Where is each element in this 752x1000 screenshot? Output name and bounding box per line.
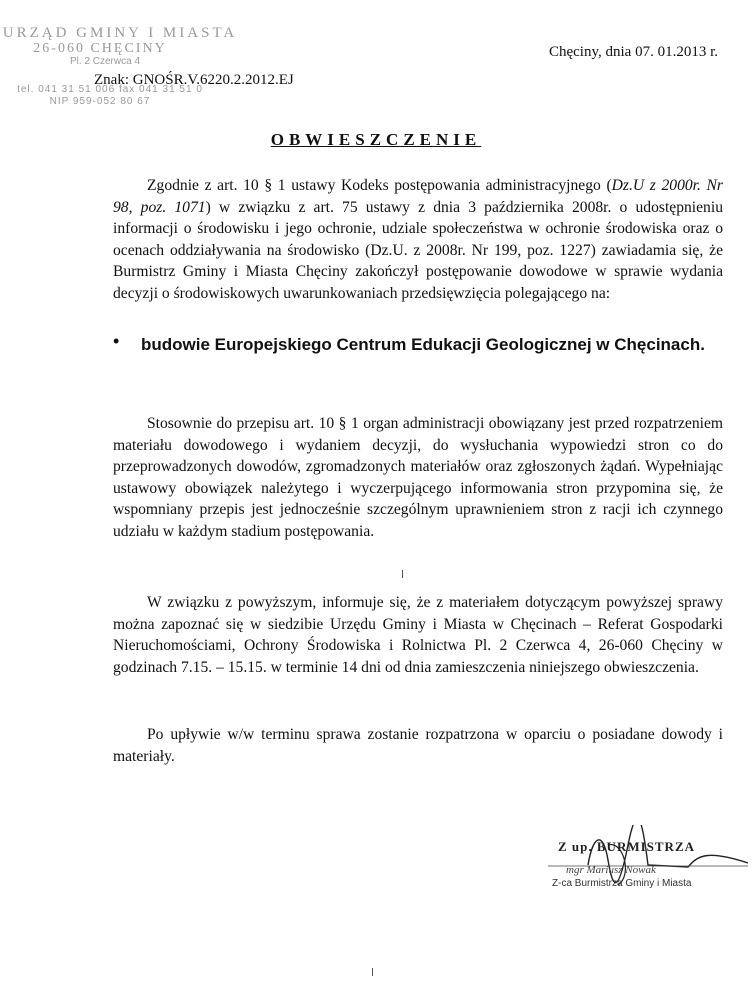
paragraph-closing (113, 724, 723, 767)
stamp-phone: tel. 041 31 51 006 fax 041 31 51 0 (17, 84, 203, 95)
project-bullet (113, 331, 733, 359)
paragraph-legal-basis-text: Stosownie do przepisu art. 10 § 1 organ administracji obowiązany jest przed rozpatrzeniem materiału dowodowego i wydaniem decyzji, do wysłuchania wypowiedzi stron co do przeprowadzonych dowodów, zgromadzonych materiałów oraz zgłoszonych żądań. Wypełniając ustawowy obowiązek należytego i wyczerpującego informowania stron przypomina się, że wspomniany przepis jest jednocześnie szczególnym uprawnieniem stron z racji ich czynnego udziału w każdym stadium postępowania. (113, 415, 723, 540)
stamp-postal-code: 26-060 CHĘCINY (33, 41, 167, 56)
document-date: Chęciny, dnia 07. 01.2013 r. (548, 44, 718, 60)
signature-block (548, 825, 748, 905)
paragraph-notice (113, 175, 723, 304)
paragraph-notice-part2: ) w związku z art. 75 ustawy z dnia 3 października 2008r. o udostępnieniu informacji o środowisku i jego ochronie, udziale społeczeństwa w ochronie środowiska oraz o ocenach oddziaływania na środowisko (Dz.U. z 2008r. Nr 199, poz. 1227) zawiadamia się, że Burmistrz Gminy i Miasta Chęciny zakończył postępowanie dowodowe w sprawie wydania decyzji o środowiskowych uwarunkowaniach przedsięwzięcia polegającego na: (113, 198, 723, 302)
paragraph-location-text: W związku z powyższym, informuje się, że z materiałem dotyczącym powyższej sprawy można zapoznać się w siedzibie Urzędu Gminy i Miasta w Chęcinach – Referat Gospodarki Nieruchomościami, Ochrony Środowiska i Rolnictwa Pl. 2 Czerwca 4, 26-060 Chęciny w godzinach 7.15. – 15.15. w terminie 14 dni od dnia zamieszczenia niniejszego obwieszczenia. (113, 594, 723, 676)
project-name: budowie Europejskiego Centrum Edukacji Geologicznej w Chęcinach. (141, 335, 705, 354)
stamp-street: Pl. 2 Czerwca 4 (69, 56, 141, 67)
scan-mark (402, 570, 403, 578)
signature-title: Z up. BURMISTRZA (558, 839, 696, 854)
paragraph-location (113, 592, 723, 678)
paragraph-notice-part1: Zgodnie z art. 10 § 1 ustawy Kodeks postępowania administracyjnego ( (147, 177, 612, 194)
stamp-office-name: URZĄD GMINY I MIASTA (2, 25, 238, 41)
paragraph-closing-text: Po upływie w/w terminu sprawa zostanie rozpatrzona w oparciu o posiadane dowody i materiały. (113, 726, 723, 765)
document-title: OBWIESZCZENIE (270, 130, 482, 149)
stamp-nip: NIP 959-052 80 67 (49, 96, 151, 107)
reference-number: Znak: GNOŚR.V.6220.2.2012.EJ (94, 72, 294, 88)
paragraph-legal-basis (113, 413, 723, 542)
scan-mark (372, 968, 373, 976)
signature-position: Z-ca Burmistrza Gminy i Miasta (552, 878, 692, 889)
signature-name: mgr Mariusz Nowak (566, 864, 656, 876)
office-stamp (0, 26, 260, 107)
paragraph-notice-citation: Dz.U z 2000r. Nr 98, poz. 1071 (113, 177, 723, 216)
bullet-dot: • (113, 331, 120, 351)
